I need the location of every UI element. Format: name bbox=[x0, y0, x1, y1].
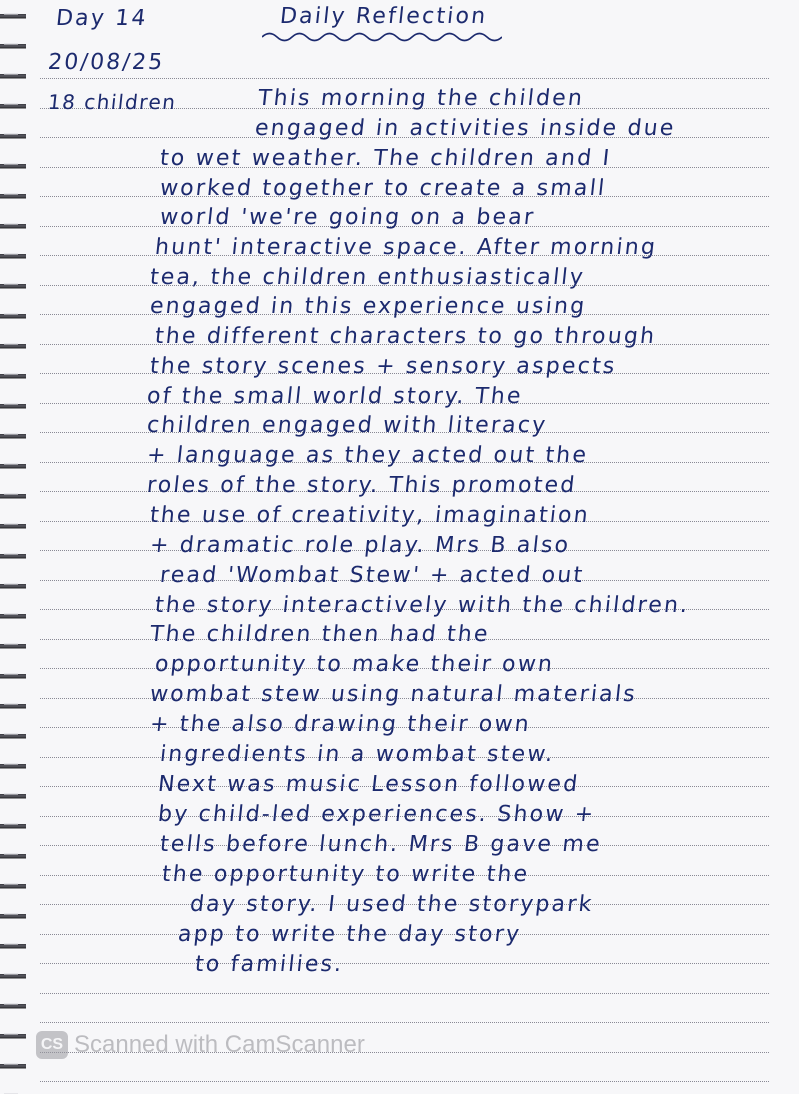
reflection-line: + dramatic role play. Mrs B also bbox=[148, 533, 572, 558]
reflection-line: tea, the children enthusiastically bbox=[148, 265, 587, 290]
day-label: Day 14 bbox=[54, 6, 149, 31]
reflection-line: app to write the day story bbox=[176, 922, 523, 947]
rule-line bbox=[40, 78, 769, 79]
reflection-line: Next was music Lesson followed bbox=[156, 772, 581, 797]
reflection-line: engaged in this experience using bbox=[148, 294, 588, 319]
watermark-text: Scanned with CamScanner bbox=[74, 1031, 365, 1058]
reflection-line: of the small world story. The bbox=[145, 384, 524, 409]
reflection-line: world 'we're going on a bear bbox=[158, 205, 537, 230]
reflection-line: read 'Wombat Stew' + acted out bbox=[158, 563, 586, 588]
reflection-line: worked together to create a small bbox=[158, 176, 608, 201]
reflection-line: to families. bbox=[193, 952, 345, 977]
page-title: Daily Reflection bbox=[278, 4, 489, 29]
reflection-line: This morning the childen bbox=[256, 86, 586, 111]
reflection-line: by child-led experiences. Show + bbox=[156, 802, 597, 827]
reflection-line: engaged in activities inside due bbox=[253, 116, 677, 141]
rule-line bbox=[40, 993, 769, 994]
reflection-line: the story scenes + sensory aspects bbox=[148, 354, 618, 379]
rule-line bbox=[40, 1081, 769, 1082]
date: 20/08/25 bbox=[46, 50, 166, 75]
reflection-line: the opportunity to write the bbox=[160, 862, 531, 887]
reflection-line: children engaged with literacy bbox=[145, 413, 549, 438]
reflection-line: the story interactively with the children. bbox=[153, 593, 691, 618]
reflection-line: the different characters to go through bbox=[153, 324, 658, 349]
title-underline bbox=[262, 30, 502, 44]
reflection-line: ingredients in a wombat stew. bbox=[158, 742, 556, 767]
rule-line bbox=[40, 1022, 769, 1023]
reflection-line: the use of creativity, imagination bbox=[148, 503, 592, 528]
children-count: 18 children bbox=[46, 90, 178, 114]
reflection-line: opportunity to make their own bbox=[153, 652, 556, 677]
reflection-line: + language as they acted out the bbox=[145, 443, 590, 468]
reflection-line: roles of the story. This promoted bbox=[145, 473, 578, 498]
reflection-line: day story. I used the storypark bbox=[188, 892, 595, 917]
camscanner-logo-icon: CS bbox=[36, 1031, 68, 1059]
reflection-line: wombat stew using natural materials bbox=[148, 682, 639, 707]
reflection-line: + the also drawing their own bbox=[148, 712, 533, 737]
rule-line bbox=[40, 963, 769, 964]
camscanner-watermark bbox=[36, 1031, 365, 1059]
reflection-line: tells before lunch. Mrs B gave me bbox=[158, 832, 604, 857]
reflection-line: to wet weather. The children and I bbox=[158, 146, 613, 171]
reflection-line: hunt' interactive space. After morning bbox=[153, 235, 659, 260]
reflection-line: The children then had the bbox=[148, 622, 492, 647]
spiral-binding bbox=[0, 0, 26, 1094]
